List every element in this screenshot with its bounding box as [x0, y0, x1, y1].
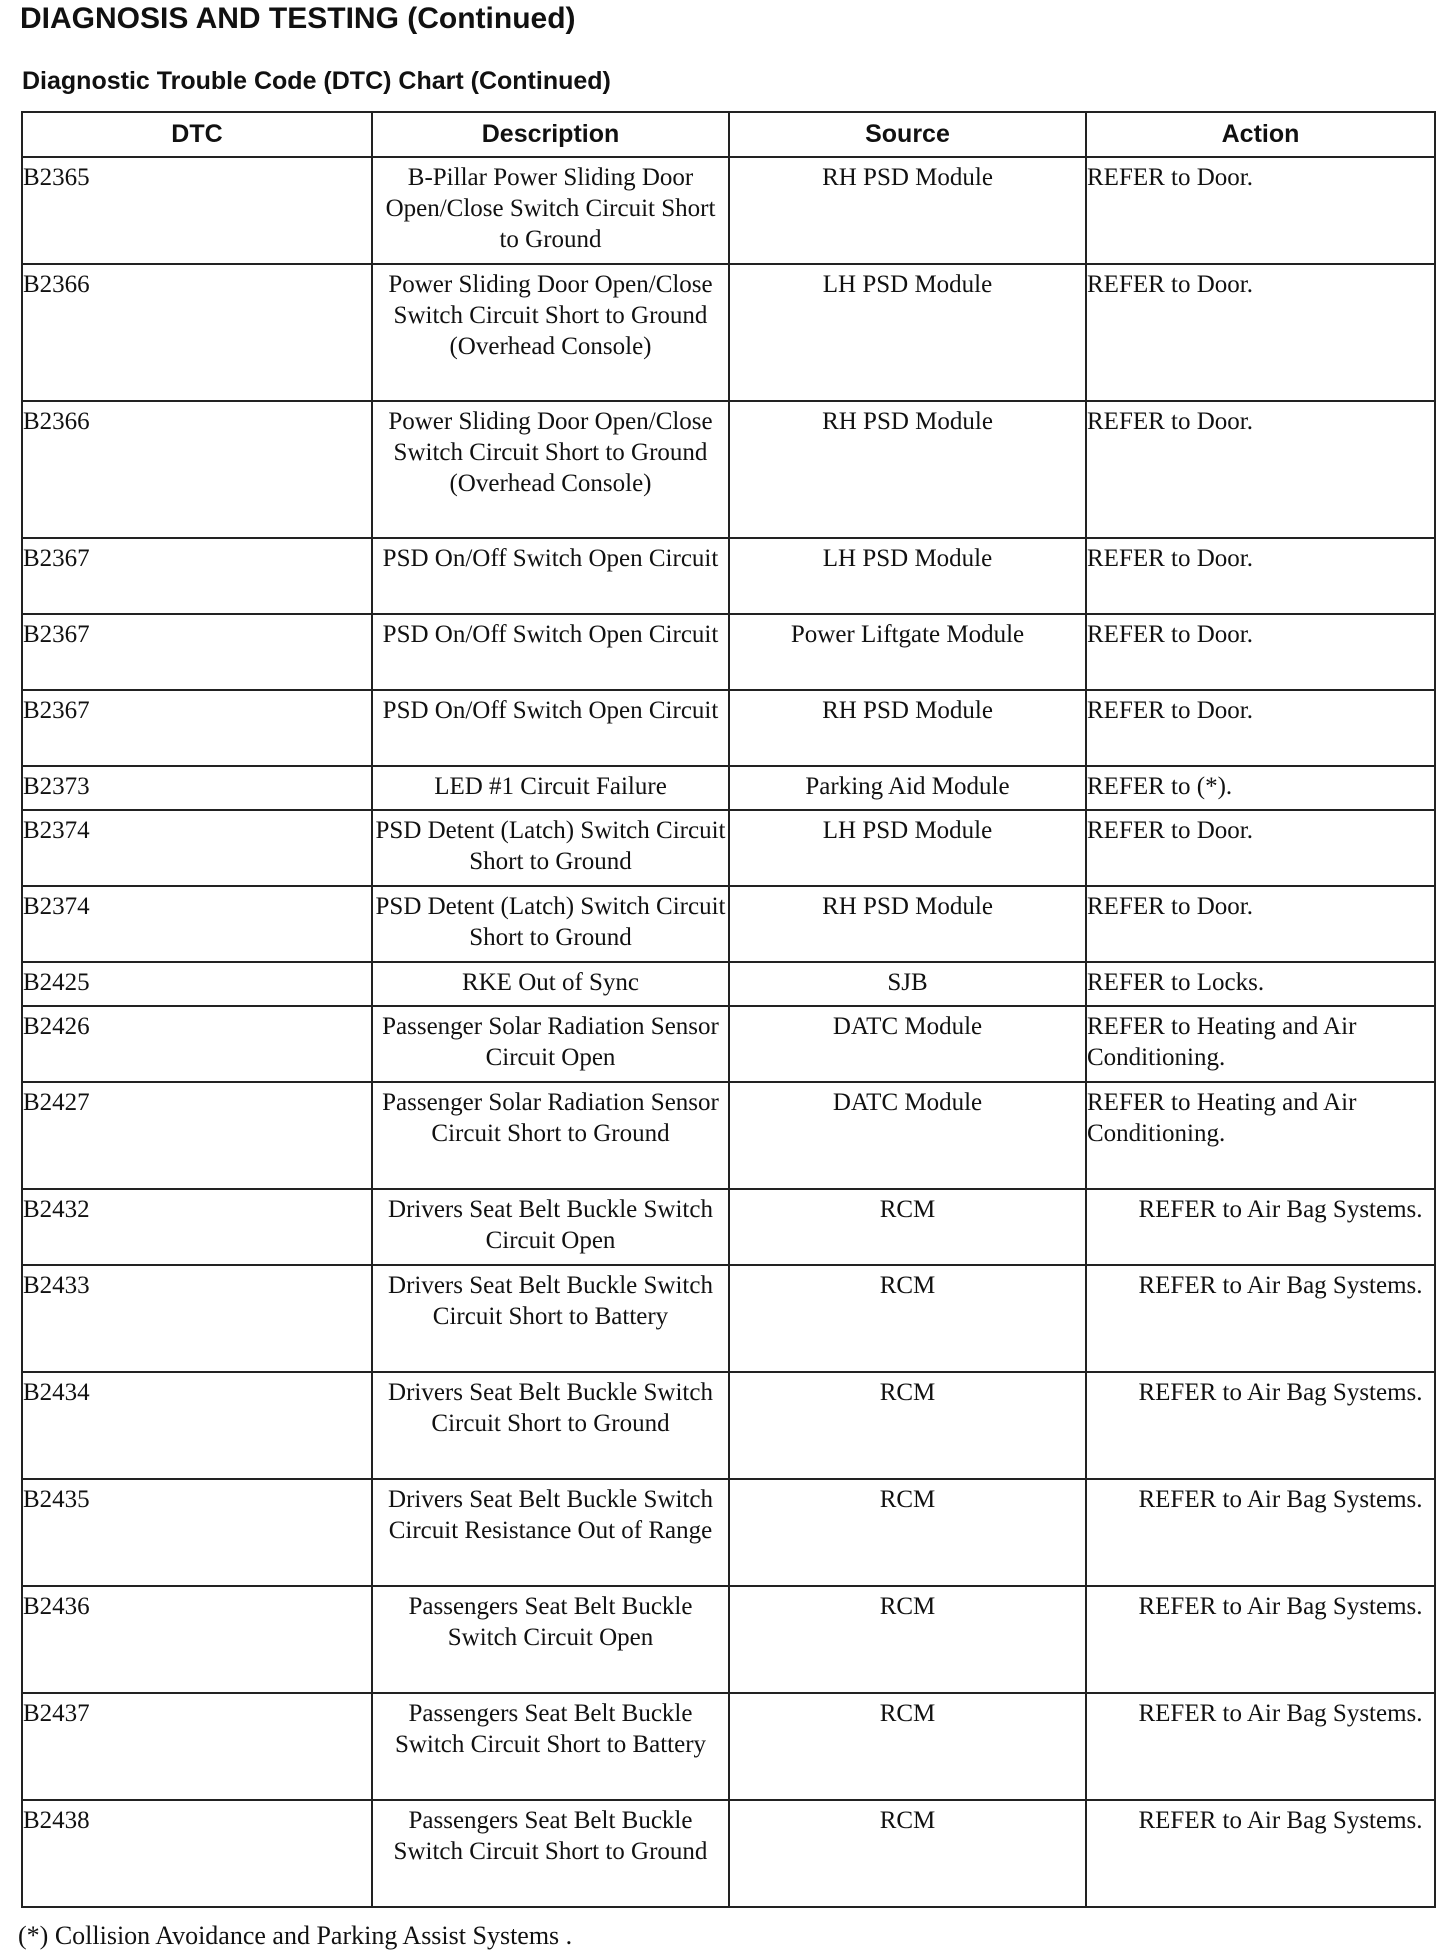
source-cell: LH PSD Module	[729, 810, 1086, 886]
dtc-cell: B2427	[22, 1082, 372, 1189]
description-cell: PSD On/Off Switch Open Circuit	[372, 538, 729, 614]
description-cell: Drivers Seat Belt Buckle Switch Circuit Open	[372, 1189, 729, 1265]
action-cell: REFER to Door.	[1086, 264, 1435, 401]
action-cell: REFER to Air Bag Systems.	[1086, 1586, 1435, 1693]
table-row	[22, 1189, 1435, 1265]
source-cell: RH PSD Module	[729, 886, 1086, 962]
source-cell: RCM	[729, 1479, 1086, 1586]
table-row	[22, 1479, 1435, 1586]
dtc-cell: B2366	[22, 264, 372, 401]
description-cell: PSD Detent (Latch) Switch Circuit Short to Ground	[372, 886, 729, 962]
action-cell: REFER to Heating and Air Conditioning.	[1086, 1082, 1435, 1189]
action-cell: REFER to Door.	[1086, 157, 1435, 264]
action-cell: REFER to Air Bag Systems.	[1086, 1479, 1435, 1586]
table-row	[22, 886, 1435, 962]
action-cell: REFER to Door.	[1086, 810, 1435, 886]
table-row	[22, 1586, 1435, 1693]
page-title: DIAGNOSIS AND TESTING (Continued)	[20, 2, 576, 35]
dtc-cell: B2436	[22, 1586, 372, 1693]
table-row	[22, 264, 1435, 401]
table-row	[22, 1693, 1435, 1800]
dtc-cell: B2425	[22, 962, 372, 1006]
description-cell: B-Pillar Power Sliding Door Open/Close Switch Circuit Short to Ground	[372, 157, 729, 264]
source-cell: Parking Aid Module	[729, 766, 1086, 810]
table-row	[22, 538, 1435, 614]
dtc-cell: B2374	[22, 810, 372, 886]
table-row	[22, 1800, 1435, 1907]
description-cell: Passengers Seat Belt Buckle Switch Circuit Open	[372, 1586, 729, 1693]
dtc-cell: B2433	[22, 1265, 372, 1372]
dtc-cell: B2432	[22, 1189, 372, 1265]
source-cell: RH PSD Module	[729, 690, 1086, 766]
chart-title: Diagnostic Trouble Code (DTC) Chart (Continued)	[22, 67, 611, 95]
dtc-table	[21, 111, 1436, 1908]
description-cell: PSD On/Off Switch Open Circuit	[372, 690, 729, 766]
description-cell: PSD Detent (Latch) Switch Circuit Short to Ground	[372, 810, 729, 886]
action-cell: REFER to Air Bag Systems.	[1086, 1693, 1435, 1800]
description-cell: RKE Out of Sync	[372, 962, 729, 1006]
table-row	[22, 962, 1435, 1006]
table-row	[22, 1082, 1435, 1189]
description-cell: Power Sliding Door Open/Close Switch Circuit Short to Ground (Overhead Console)	[372, 401, 729, 538]
description-cell: Drivers Seat Belt Buckle Switch Circuit Resistance Out of Range	[372, 1479, 729, 1586]
table-header-row	[22, 112, 1435, 157]
column-header-action: Action	[1086, 112, 1435, 157]
table-row	[22, 157, 1435, 264]
description-cell: Passenger Solar Radiation Sensor Circuit Open	[372, 1006, 729, 1082]
source-cell: RCM	[729, 1693, 1086, 1800]
table-row	[22, 1372, 1435, 1479]
dtc-cell: B2438	[22, 1800, 372, 1907]
description-cell: PSD On/Off Switch Open Circuit	[372, 614, 729, 690]
dtc-cell: B2374	[22, 886, 372, 962]
dtc-cell: B2367	[22, 690, 372, 766]
column-header-description: Description	[372, 112, 729, 157]
table-row	[22, 614, 1435, 690]
source-cell: SJB	[729, 962, 1086, 1006]
action-cell: REFER to Door.	[1086, 886, 1435, 962]
dtc-cell: B2435	[22, 1479, 372, 1586]
source-cell: Power Liftgate Module	[729, 614, 1086, 690]
source-cell: DATC Module	[729, 1006, 1086, 1082]
dtc-cell: B2367	[22, 614, 372, 690]
source-cell: RH PSD Module	[729, 401, 1086, 538]
description-cell: Power Sliding Door Open/Close Switch Circuit Short to Ground (Overhead Console)	[372, 264, 729, 401]
column-header-source: Source	[729, 112, 1086, 157]
action-cell: REFER to Door.	[1086, 401, 1435, 538]
description-cell: Passenger Solar Radiation Sensor Circuit Short to Ground	[372, 1082, 729, 1189]
dtc-cell: B2365	[22, 157, 372, 264]
action-cell: REFER to Air Bag Systems.	[1086, 1800, 1435, 1907]
source-cell: RCM	[729, 1189, 1086, 1265]
dtc-cell: B2426	[22, 1006, 372, 1082]
action-cell: REFER to (*).	[1086, 766, 1435, 810]
action-cell: REFER to Heating and Air Conditioning.	[1086, 1006, 1435, 1082]
source-cell: RCM	[729, 1586, 1086, 1693]
table-row	[22, 401, 1435, 538]
description-cell: LED #1 Circuit Failure	[372, 766, 729, 810]
description-cell: Drivers Seat Belt Buckle Switch Circuit Short to Ground	[372, 1372, 729, 1479]
description-cell: Passengers Seat Belt Buckle Switch Circuit Short to Ground	[372, 1800, 729, 1907]
dtc-cell: B2434	[22, 1372, 372, 1479]
source-cell: RCM	[729, 1372, 1086, 1479]
table-row	[22, 1265, 1435, 1372]
dtc-cell: B2373	[22, 766, 372, 810]
table-row	[22, 766, 1435, 810]
source-cell: DATC Module	[729, 1082, 1086, 1189]
table-row	[22, 690, 1435, 766]
source-cell: RCM	[729, 1265, 1086, 1372]
action-cell: REFER to Air Bag Systems.	[1086, 1189, 1435, 1265]
column-header-dtc: DTC	[22, 112, 372, 157]
action-cell: REFER to Door.	[1086, 690, 1435, 766]
dtc-cell: B2437	[22, 1693, 372, 1800]
description-cell: Drivers Seat Belt Buckle Switch Circuit Short to Battery	[372, 1265, 729, 1372]
action-cell: REFER to Air Bag Systems.	[1086, 1265, 1435, 1372]
source-cell: LH PSD Module	[729, 264, 1086, 401]
dtc-cell: B2366	[22, 401, 372, 538]
action-cell: REFER to Air Bag Systems.	[1086, 1372, 1435, 1479]
description-cell: Passengers Seat Belt Buckle Switch Circuit Short to Battery	[372, 1693, 729, 1800]
action-cell: REFER to Door.	[1086, 614, 1435, 690]
footnote: (*) Collision Avoidance and Parking Assist Systems .	[18, 1921, 573, 1950]
dtc-cell: B2367	[22, 538, 372, 614]
source-cell: RH PSD Module	[729, 157, 1086, 264]
source-cell: RCM	[729, 1800, 1086, 1907]
table-row	[22, 1006, 1435, 1082]
action-cell: REFER to Locks.	[1086, 962, 1435, 1006]
table-row	[22, 810, 1435, 886]
action-cell: REFER to Door.	[1086, 538, 1435, 614]
source-cell: LH PSD Module	[729, 538, 1086, 614]
